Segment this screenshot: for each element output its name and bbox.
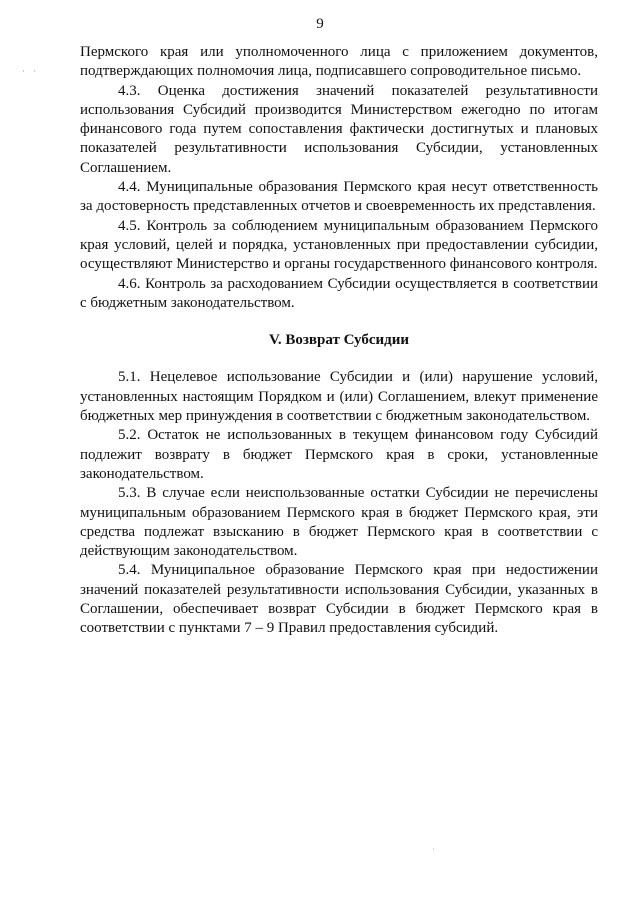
section-heading: V. Возврат Субсидии [268,332,410,349]
paragraph-4-4: 4.4. Муниципальные образования Пермского края несут ответственность за достоверность представленных отчетов и своевременность их представления. [80,179,598,215]
paragraph-4-3: 4.3. Оценка достижения значений показателей результативности использования Субсидий производится Министерством ежегодно по итогам финансового года путем сопоставления фактически достигнутых и плановых показателей результативности использования Субсидии, установленных Соглашением. [80,82,598,176]
paragraph-4-5: 4.5. Контроль за соблюдением муниципальным образованием Пермского края условий, целей и порядка, установленных при предоставлении субсидии, осуществляют Министерство и органы государственного финансового контроля. [80,217,598,273]
paragraph-5-4: 5.4. Муниципальное образование Пермского края при недостижении значений показателей результативности использования Субсидии, указанных в Соглашении, обеспечивает возврат Субсидии в бюджет Пермского края в соответствии с пунктами 7 – 9 Правил предоставления субсидий. [80,562,598,637]
document-body [80,43,598,639]
scan-artifact-mark: · [432,844,435,854]
paragraph-4-6: 4.6. Контроль за расходованием Субсидии осуществляется в соответствии с бюджетным законодательством. [80,275,598,311]
paragraph-5-3: 5.3. В случае если неиспользованные остатки Субсидии не перечислены муниципальным образованием Пермского края в бюджет Пермского края, эти средства подлежат взысканию в бюджет Пермского края в соответствии с действующим законодательством. [80,485,598,560]
page-number: 9 [316,16,324,32]
paragraph-continuation: Пермского края или уполномоченного лица с приложением документов, подтверждающих полномочия лица, подписавшего сопроводительное письмо. [80,44,598,80]
paragraph-5-1: 5.1. Нецелевое использование Субсидии и (или) нарушение условий, установленных настоящим Порядком и (или) Соглашением, влекут применение бюджетных мер принуждения в соответствии с бюджетным законодательством. [80,369,598,425]
paragraph-5-2: 5.2. Остаток не использованных в текущем финансовом году Субсидий подлежит возврату в бюджет Пермского края в сроки, установленные законодательством. [80,427,598,482]
scan-artifact-dots: · · [22,66,40,76]
